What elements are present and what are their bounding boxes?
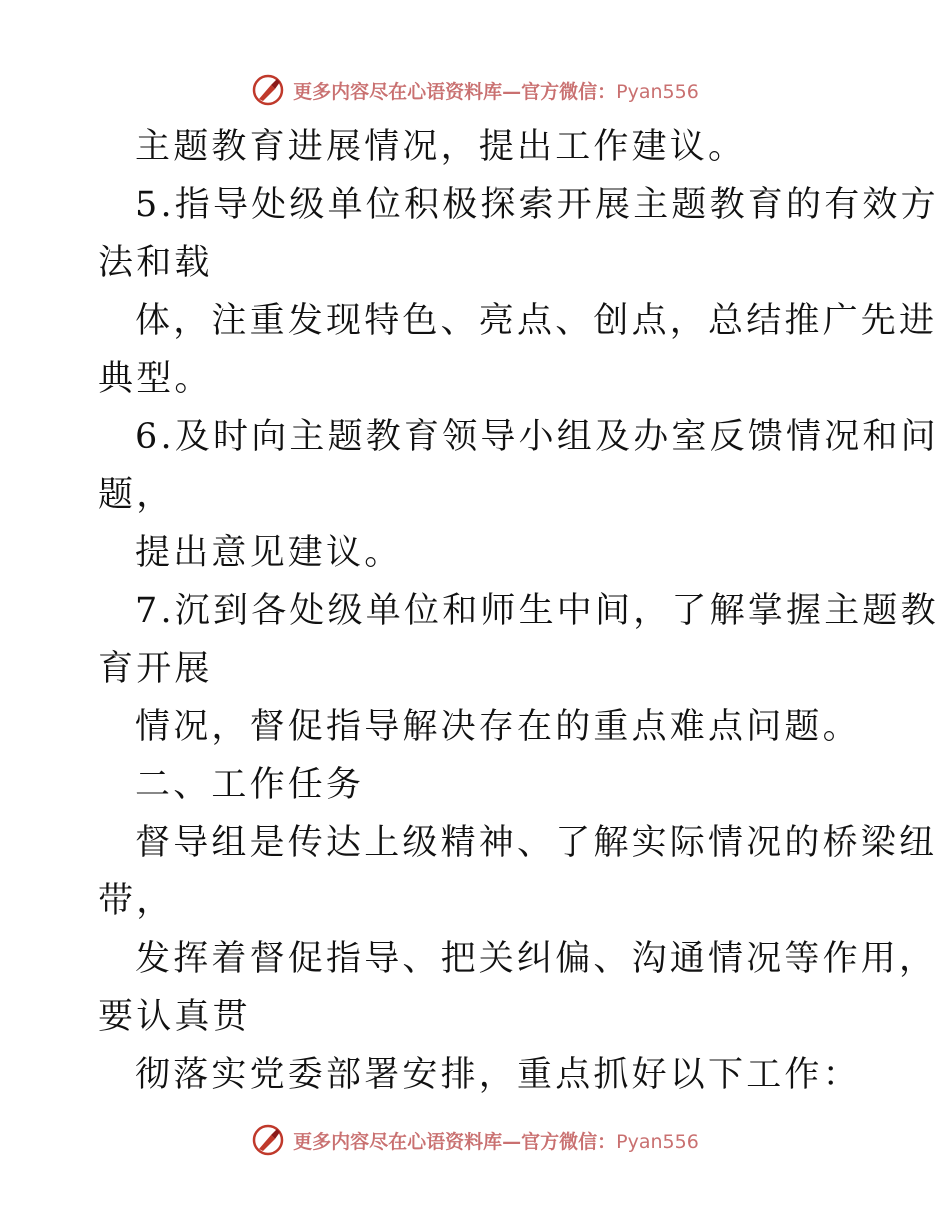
text-line: 提出意见建议。: [135, 533, 403, 573]
footer-watermark: [0, 1120, 950, 1160]
text-line: 要认真贯: [98, 997, 251, 1037]
text-line: 6.及时向主题教育领导小组及办室反馈情况和问: [135, 417, 939, 457]
watermark-text: 更多内容尽在心语资料库—官方微信：Pyan556: [293, 1130, 699, 1153]
text-line: 法和载: [98, 243, 213, 283]
text-line: 体，注重发现特色、亮点、创点，总结推广先进: [135, 301, 938, 341]
text-line: 带，: [98, 881, 175, 921]
text-line: 情况，督促指导解决存在的重点难点问题。: [135, 707, 861, 747]
document-body: [98, 118, 939, 1104]
text-line: 典型。: [98, 359, 213, 399]
text-line: 发挥着督促指导、把关纠偏、沟通情况等作用，: [135, 939, 938, 979]
text-line: 二、工作任务: [135, 765, 365, 805]
watermark-text: 更多内容尽在心语资料库—官方微信：Pyan556: [293, 80, 699, 103]
text-line: 彻落实党委部署安排，重点抓好以下工作：: [135, 1055, 861, 1095]
text-line: 5.指导处级单位积极探索开展主题教育的有效方: [135, 185, 939, 225]
text-line: 题，: [98, 475, 175, 515]
pen-logo-icon: [251, 1123, 285, 1157]
text-line: 育开展: [98, 649, 213, 689]
pen-logo-icon: [251, 73, 285, 107]
text-line: 主题教育进展情况，提出工作建议。: [135, 127, 747, 167]
text-line: 7.沉到各处级单位和师生中间，了解掌握主题教: [135, 591, 939, 631]
text-line: 督导组是传达上级精神、了解实际情况的桥梁纽: [135, 823, 938, 863]
header-watermark: [0, 70, 950, 110]
